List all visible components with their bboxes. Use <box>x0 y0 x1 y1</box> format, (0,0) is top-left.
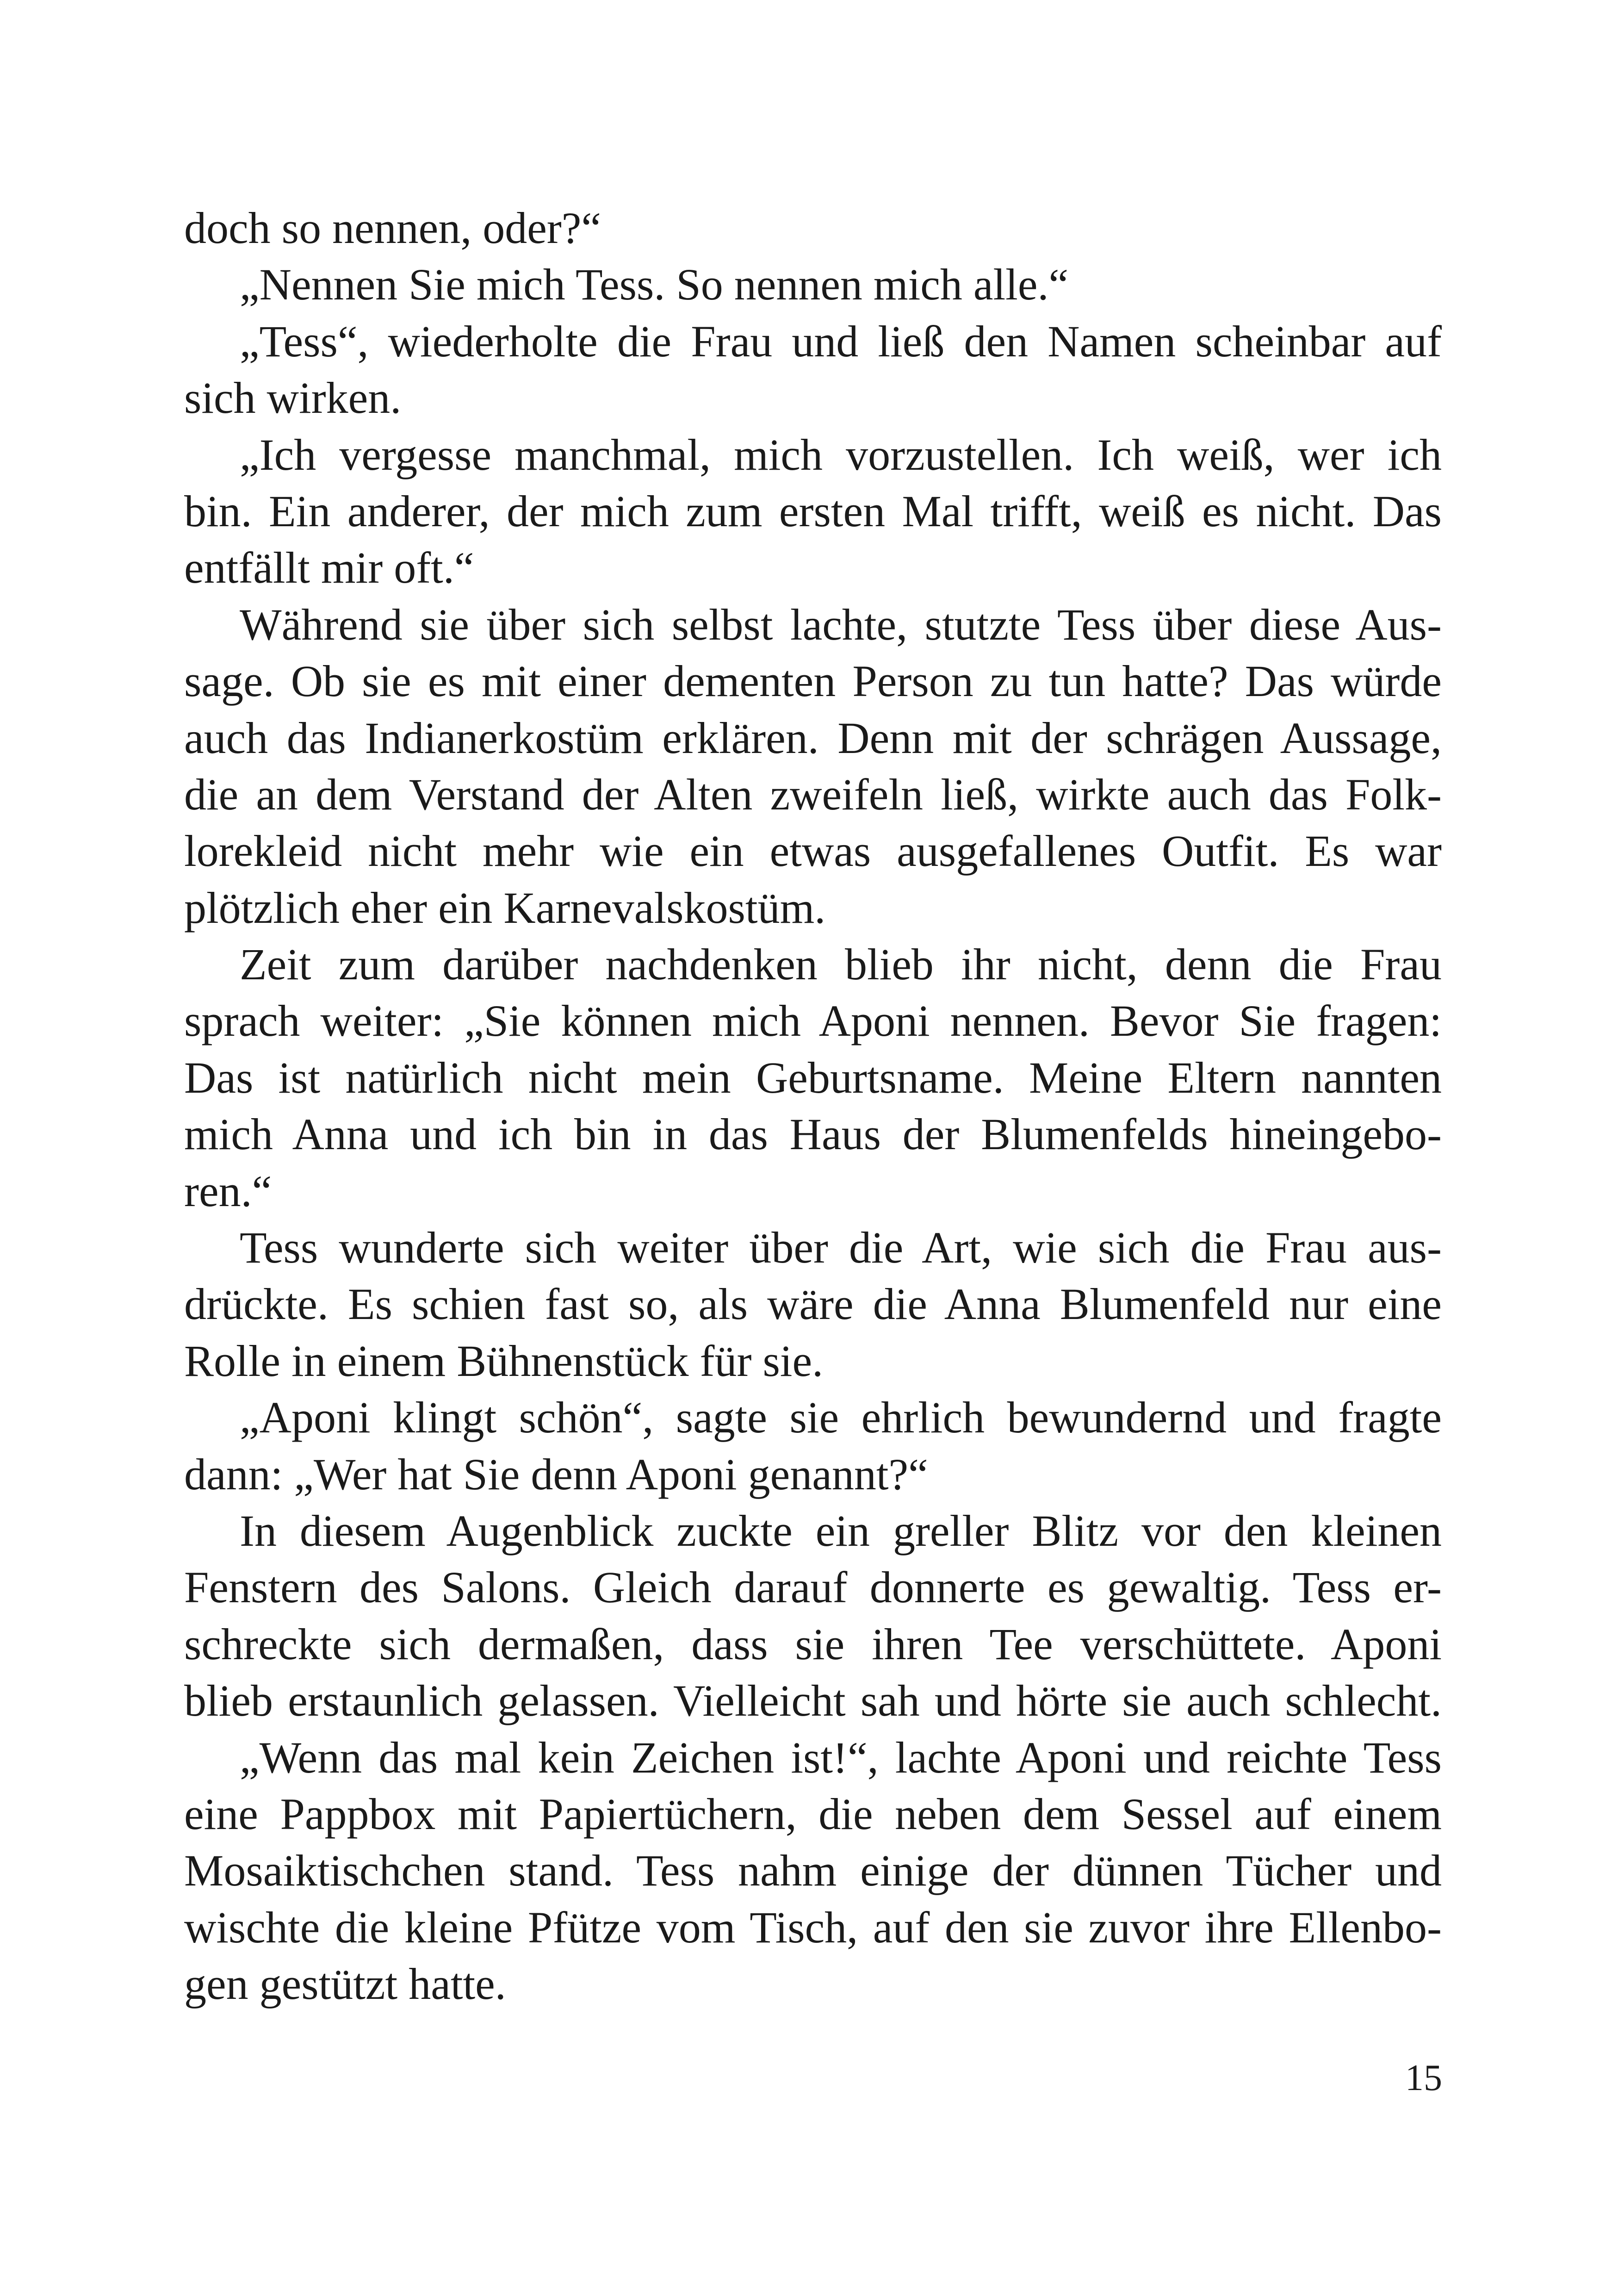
text-line: drückte. Es schien fast so, als wäre die Anna Blumenfeld nur eine <box>184 1279 1442 1329</box>
text-line: gen gestützt hatte. <box>184 1959 506 2009</box>
text-line: plötzlich eher ein Karnevalskostüm. <box>184 883 826 933</box>
text-line: dann: „Wer hat Sie denn Aponi genannt?“ <box>184 1449 928 1499</box>
text-line: bin. Ein anderer, der mich zum ersten Mal trifft, weiß es nicht. Das <box>184 486 1442 536</box>
text-line: auch das Indianerkostüm erklären. Denn mit der schrägen Aussage, <box>184 713 1442 763</box>
text-line: In diesem Augenblick zuckte ein greller Blitz vor den kleinen <box>240 1506 1442 1556</box>
text-line: „Aponi klingt schön“, sagte sie ehrlich bewundernd und fragte <box>240 1393 1442 1443</box>
text-line: die an dem Verstand der Alten zweifeln ließ, wirkte auch das Folk- <box>184 769 1442 819</box>
text-line: Mosaiktischchen stand. Tess nahm einige der dünnen Tücher und <box>184 1846 1442 1896</box>
text-line: lorekleid nicht mehr wie ein etwas ausgefallenes Outfit. Es war <box>184 826 1442 876</box>
text-line: schreckte sich dermaßen, dass sie ihren Tee verschüttete. Aponi <box>184 1619 1442 1669</box>
text-line: Zeit zum darüber nachdenken blieb ihr nicht, denn die Frau <box>240 940 1442 989</box>
text-line: sich wirken. <box>184 373 402 423</box>
text-line: mich Anna und ich bin in das Haus der Blumenfelds hineingebo- <box>184 1109 1442 1159</box>
text-line: doch so nennen, oder?“ <box>184 203 601 253</box>
text-line: Fenstern des Salons. Gleich darauf donnerte es gewaltig. Tess er- <box>184 1562 1442 1612</box>
text-line: entfällt mir oft.“ <box>184 543 474 593</box>
text-line: „Nennen Sie mich Tess. So nennen mich alle.“ <box>240 260 1069 310</box>
text-line: eine Pappbox mit Papiertüchern, die neben dem Sessel auf einem <box>184 1789 1442 1839</box>
text-line: „Ich vergesse manchmal, mich vorzustellen. Ich weiß, wer ich <box>240 429 1442 479</box>
text-line: Rolle in einem Bühnenstück für sie. <box>184 1336 824 1386</box>
text-line: wischte die kleine Pfütze vom Tisch, auf den sie zuvor ihre Ellenbo- <box>184 1902 1442 1952</box>
text-line: sprach weiter: „Sie können mich Aponi nennen. Bevor Sie fragen: <box>184 996 1442 1046</box>
text-line: „Wenn das mal kein Zeichen ist!“, lachte Aponi und reichte Tess <box>240 1732 1442 1782</box>
body-text <box>184 200 1442 2013</box>
text-line: „Tess“, wiederholte die Frau und ließ den Namen scheinbar auf <box>240 316 1442 366</box>
text-line: blieb erstaunlich gelassen. Vielleicht sah und hörte sie auch schlecht. <box>184 1676 1442 1726</box>
text-line: ren.“ <box>184 1166 272 1216</box>
text-line: Das ist natürlich nicht mein Geburtsname. Meine Eltern nannten <box>184 1052 1442 1102</box>
text-line: Tess wunderte sich weiter über die Art, wie sich die Frau aus- <box>240 1223 1442 1273</box>
text-line: Während sie über sich selbst lachte, stutzte Tess über diese Aus- <box>240 599 1442 649</box>
page-number: 15 <box>1405 2058 1442 2098</box>
text-line: sage. Ob sie es mit einer dementen Person zu tun hatte? Das würde <box>184 656 1442 706</box>
